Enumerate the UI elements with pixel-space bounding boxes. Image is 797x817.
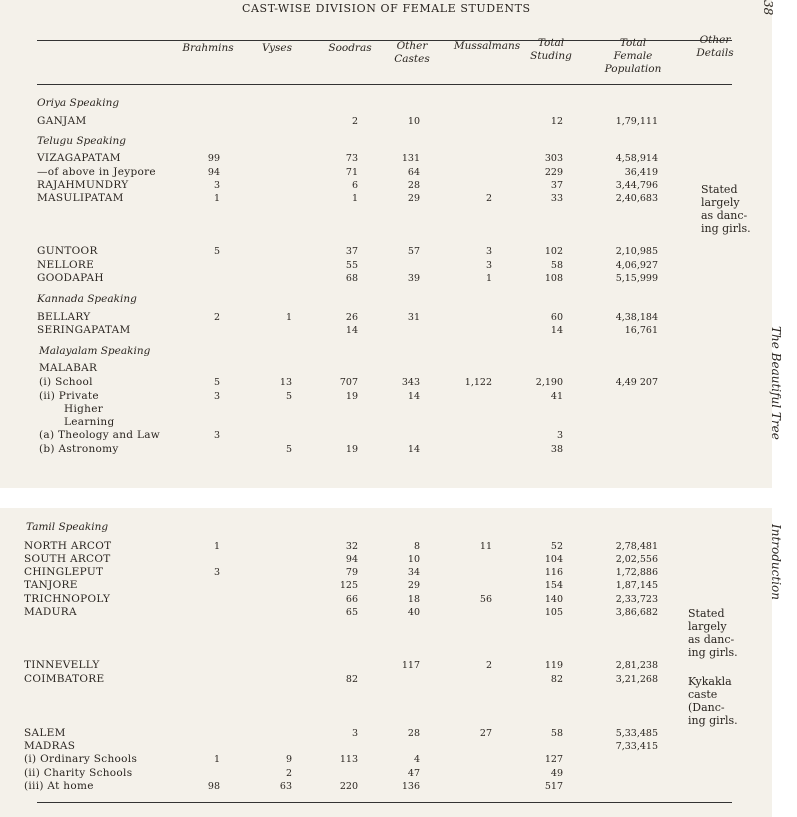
section-malayalam: Malayalam Speaking [39, 345, 151, 357]
cell-salem-mussalmans: 27 [479, 728, 492, 739]
cell-vizagapatam-brahmins: 99 [207, 153, 220, 164]
book-side-title: The Beautiful Tree [769, 326, 783, 440]
cell-malabar-school-vyses: 13 [279, 377, 292, 388]
cell-ganjam-total: 12 [550, 116, 563, 127]
cell-north-arcot-soodras: 32 [345, 541, 358, 552]
cell-tinnevelly-population: 2,81,238 [615, 660, 658, 671]
cell-madras-charity-vyses: 2 [285, 768, 292, 779]
cell-salem-population: 5,33,485 [615, 728, 658, 739]
cell-malabar-private-soodras: 19 [345, 391, 358, 402]
cell-malabar-private-other: 14 [407, 391, 420, 402]
row-label-chingleput: CHINGLEPUT [24, 566, 104, 578]
cell-madras-population: 7,33,415 [615, 741, 658, 752]
row-label-madras-ordinary: (i) Ordinary Schools [24, 753, 138, 765]
cell-astronomy-soodras: 19 [345, 444, 358, 455]
cell-madras-ordinary-vyses: 9 [285, 754, 292, 765]
row-label-nellore: NELLORE [37, 259, 95, 271]
cell-madura-total: 105 [544, 607, 563, 618]
cell-ganjam-population: 1,79,111 [615, 116, 658, 127]
header-rule [37, 84, 732, 85]
cell-bellary-brahmins: 2 [213, 312, 220, 323]
cell-south-arcot-total: 104 [544, 554, 563, 565]
cell-goodapah-population: 5,15,999 [615, 273, 658, 284]
row-label-goodapah: GOODAPAH [37, 272, 104, 284]
cell-masulipatam-soodras: 1 [351, 193, 358, 204]
cell-trichnopoly-population: 2,33,723 [615, 594, 658, 605]
page-title: CAST-WISE DIVISION OF FEMALE STUDENTS [242, 2, 531, 15]
cell-masulipatam-total: 33 [550, 193, 563, 204]
cell-seringapatam-population: 16,761 [624, 325, 658, 336]
cell-vizagapatam-total: 303 [544, 153, 563, 164]
cell-guntoor-other: 57 [407, 246, 420, 257]
cell-guntoor-soodras: 37 [345, 246, 358, 257]
cell-goodapah-soodras: 68 [345, 273, 358, 284]
cell-north-arcot-mussalmans: 11 [479, 541, 492, 552]
cell-guntoor-brahmins: 5 [213, 246, 220, 257]
cell-jeypore-other: 64 [407, 167, 420, 178]
row-label-rajahmundry: RAJAHMUNDRY [37, 179, 129, 191]
cell-astronomy-other: 14 [407, 444, 420, 455]
cell-masulipatam-brahmins: 1 [213, 193, 220, 204]
row-label-theology: (a) Theology and Law [39, 429, 161, 441]
cell-malabar-private-brahmins: 3 [213, 391, 220, 402]
cell-chingleput-total: 116 [544, 567, 563, 578]
section-telugu: Telugu Speaking [37, 135, 126, 147]
cell-astronomy-vyses: 5 [285, 444, 292, 455]
cell-chingleput-soodras: 79 [345, 567, 358, 578]
cell-madras-home-vyses: 63 [279, 781, 292, 792]
cell-rajahmundry-soodras: 6 [351, 180, 358, 191]
cell-chingleput-brahmins: 3 [213, 567, 220, 578]
row-label-madras-home: (iii) At home [24, 780, 94, 792]
cell-trichnopoly-soodras: 66 [345, 594, 358, 605]
cell-nellore-total: 58 [550, 260, 563, 271]
cell-chingleput-population: 1,72,886 [615, 567, 658, 578]
cell-salem-total: 58 [550, 728, 563, 739]
chapter-side-title: Introduction [769, 524, 783, 600]
cell-north-arcot-brahmins: 1 [213, 541, 220, 552]
page-number: 38 [761, 0, 775, 16]
cell-bellary-soodras: 26 [345, 312, 358, 323]
row-label-tinnevelly: TINNEVELLY [24, 659, 100, 671]
cell-tanjore-other: 29 [407, 580, 420, 591]
cell-vizagapatam-population: 4,58,914 [615, 153, 658, 164]
cell-nellore-soodras: 55 [345, 260, 358, 271]
cell-nellore-population: 4,06,927 [615, 260, 658, 271]
cell-malabar-school-mussalmans: 1,122 [464, 377, 492, 388]
cell-guntoor-population: 2,10,985 [615, 246, 658, 257]
col-mussalmans: Mussalmans [453, 40, 521, 52]
col-soodras: Soodras [328, 42, 372, 54]
cell-madras-ordinary-soodras: 113 [339, 754, 358, 765]
cell-guntoor-mussalmans: 3 [485, 246, 492, 257]
cell-north-arcot-total: 52 [550, 541, 563, 552]
row-label-masulipatam: MASULIPATAM [37, 192, 124, 204]
cell-goodapah-total: 108 [544, 273, 563, 284]
detail-coimbatore: Kykakla caste (Danc- ing girls. [688, 675, 738, 727]
cell-vizagapatam-soodras: 73 [345, 153, 358, 164]
cell-north-arcot-other: 8 [413, 541, 420, 552]
cell-seringapatam-total: 14 [550, 325, 563, 336]
cell-bellary-total: 60 [550, 312, 563, 323]
cell-tanjore-soodras: 125 [339, 580, 358, 591]
cell-tinnevelly-total: 119 [544, 660, 563, 671]
row-label-malabar: MALABAR [39, 362, 98, 374]
col-brahmins: Brahmins [182, 42, 234, 54]
cell-madura-other: 40 [407, 607, 420, 618]
row-label-astronomy: (b) Astronomy [39, 443, 119, 455]
row-label-guntoor: GUNTOOR [37, 245, 98, 257]
col-total-studing: Total Studing [530, 37, 572, 62]
cell-bellary-population: 4,38,184 [615, 312, 658, 323]
cell-salem-other: 28 [407, 728, 420, 739]
cell-ganjam-soodras: 2 [351, 116, 358, 127]
row-label-coimbatore: COIMBATORE [24, 673, 105, 685]
row-label-trichnopoly: TRICHNOPOLY [24, 593, 111, 605]
cell-theology-total: 3 [556, 430, 563, 441]
cell-malabar-private-total: 41 [550, 391, 563, 402]
cell-trichnopoly-other: 18 [407, 594, 420, 605]
cell-south-arcot-soodras: 94 [345, 554, 358, 565]
cell-madura-soodras: 65 [345, 607, 358, 618]
cell-salem-soodras: 3 [351, 728, 358, 739]
row-label-north-arcot: NORTH ARCOT [24, 540, 112, 552]
cell-madura-population: 3,86,682 [615, 607, 658, 618]
row-label-madras: MADRAS [24, 740, 76, 752]
row-label-south-arcot: SOUTH ARCOT [24, 553, 111, 565]
cell-trichnopoly-mussalmans: 56 [479, 594, 492, 605]
col-vyses: Vyses [261, 42, 293, 54]
cell-ganjam-other: 10 [407, 116, 420, 127]
row-label-malabar-school: (i) School [39, 376, 93, 388]
cell-goodapah-mussalmans: 1 [485, 273, 492, 284]
cell-jeypore-brahmins: 94 [207, 167, 220, 178]
col-total-female-population: Total Female Population [604, 37, 662, 75]
row-label-ganjam: GANJAM [37, 115, 87, 127]
cell-bellary-other: 31 [407, 312, 420, 323]
cell-theology-brahmins: 3 [213, 430, 220, 441]
cell-malabar-private-vyses: 5 [285, 391, 292, 402]
cell-madras-charity-total: 49 [550, 768, 563, 779]
cell-guntoor-total: 102 [544, 246, 563, 257]
cell-coimbatore-total: 82 [550, 674, 563, 685]
cell-madras-ordinary-other: 4 [413, 754, 420, 765]
cell-north-arcot-population: 2,78,481 [615, 541, 658, 552]
cell-rajahmundry-population: 3,44,796 [615, 180, 658, 191]
cell-madras-home-brahmins: 98 [207, 781, 220, 792]
row-label-salem: SALEM [24, 727, 66, 739]
cell-coimbatore-population: 3,21,268 [615, 674, 658, 685]
cell-coimbatore-soodras: 82 [345, 674, 358, 685]
cell-masulipatam-other: 29 [407, 193, 420, 204]
section-oriya: Oriya Speaking [37, 97, 120, 109]
cell-trichnopoly-total: 140 [544, 594, 563, 605]
cell-jeypore-soodras: 71 [345, 167, 358, 178]
cell-tinnevelly-mussalmans: 2 [485, 660, 492, 671]
cell-bellary-vyses: 1 [285, 312, 292, 323]
cell-south-arcot-population: 2,02,556 [615, 554, 658, 565]
row-label-madras-charity: (ii) Charity Schools [24, 767, 133, 779]
cell-malabar-school-soodras: 707 [339, 377, 358, 388]
cell-masulipatam-population: 2,40,683 [615, 193, 658, 204]
cell-nellore-mussalmans: 3 [485, 260, 492, 271]
cell-malabar-school-total: 2,190 [535, 377, 563, 388]
row-label-tanjore: TANJORE [24, 579, 78, 591]
cell-madras-home-soodras: 220 [339, 781, 358, 792]
cell-madras-home-other: 136 [401, 781, 420, 792]
cell-malabar-school-brahmins: 5 [213, 377, 220, 388]
cell-tinnevelly-other: 117 [401, 660, 420, 671]
cell-south-arcot-other: 10 [407, 554, 420, 565]
bottom-rule [37, 802, 732, 803]
cell-seringapatam-soodras: 14 [345, 325, 358, 336]
cell-rajahmundry-brahmins: 3 [213, 180, 220, 191]
row-label-jeypore: —of above in Jeypore [37, 166, 156, 178]
section-kannada: Kannada Speaking [37, 293, 137, 305]
cell-rajahmundry-other: 28 [407, 180, 420, 191]
cell-jeypore-total: 229 [544, 167, 563, 178]
detail-madura: Stated largely as danc- ing girls. [688, 607, 738, 659]
col-other-details: Other Details [696, 34, 734, 59]
cell-madras-charity-other: 47 [407, 768, 420, 779]
row-label-learning: Learning [64, 416, 115, 428]
cell-jeypore-population: 36,419 [624, 167, 658, 178]
row-label-vizagapatam: VIZAGAPATAM [37, 152, 121, 164]
cell-tanjore-total: 154 [544, 580, 563, 591]
col-other-castes: Other Castes [394, 40, 430, 65]
cell-madras-home-total: 517 [544, 781, 563, 792]
row-label-higher: Higher [64, 403, 104, 415]
cell-madras-ordinary-brahmins: 1 [213, 754, 220, 765]
row-label-madura: MADURA [24, 606, 77, 618]
cell-vizagapatam-other: 131 [401, 153, 420, 164]
cell-astronomy-total: 38 [550, 444, 563, 455]
cell-tanjore-population: 1,87,145 [615, 580, 658, 591]
cell-madras-ordinary-total: 127 [544, 754, 563, 765]
row-label-malabar-private: (ii) Private [39, 390, 99, 402]
cell-masulipatam-mussalmans: 2 [485, 193, 492, 204]
row-label-bellary: BELLARY [37, 311, 91, 323]
cell-chingleput-other: 34 [407, 567, 420, 578]
cell-goodapah-other: 39 [407, 273, 420, 284]
cell-rajahmundry-total: 37 [550, 180, 563, 191]
cell-malabar-school-other: 343 [401, 377, 420, 388]
row-label-seringapatam: SERINGAPATAM [37, 324, 131, 336]
section-tamil: Tamil Speaking [26, 521, 109, 533]
cell-malabar-school-population: 4,49 207 [615, 377, 658, 388]
detail-masulipatam: Stated largely as danc- ing girls. [701, 183, 751, 235]
